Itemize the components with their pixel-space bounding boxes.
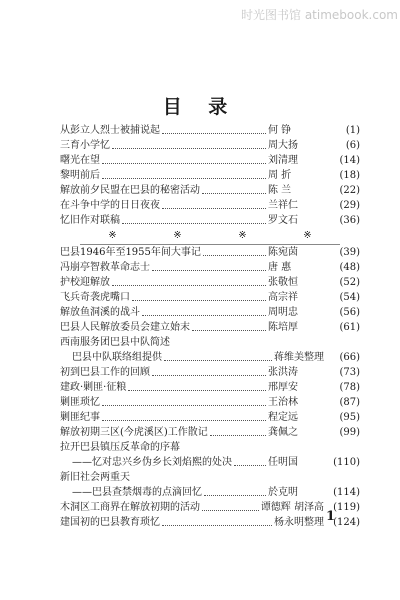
- toc-entry-author: 张敬恒: [268, 277, 298, 288]
- toc-entry: [60, 395, 360, 410]
- toc-entry-author: 何 铮: [268, 125, 292, 136]
- toc-leader-dots: [202, 192, 266, 194]
- separator-mark: ※: [238, 230, 247, 241]
- toc-entry-title: 解放鱼洞溪的战斗: [60, 307, 140, 318]
- toc-entry-author: 程定远: [268, 412, 298, 423]
- toc-entry: [60, 515, 360, 530]
- toc-entry: [60, 335, 360, 350]
- toc-entry-author: 於克明: [268, 487, 298, 498]
- toc-entry-title: 巴县人民解放委员会建立始末: [60, 322, 190, 333]
- toc-entry-page: (73): [339, 367, 360, 378]
- toc-leader-dots: [102, 419, 266, 421]
- page-number: 1: [326, 509, 336, 524]
- toc-entry: [60, 410, 360, 425]
- toc-entry-author: 周大扬: [268, 140, 298, 151]
- table-of-contents: [60, 123, 360, 530]
- toc-leader-dots: [162, 132, 266, 134]
- toc-leader-dots: [204, 494, 266, 496]
- toc-entry-title: 从彭立人烈士被捕说起: [60, 125, 160, 136]
- toc-entry: [60, 455, 360, 470]
- toc-entry-title: 巴县1946年至1955年间大事记: [60, 247, 201, 258]
- toc-leader-dots: [102, 404, 266, 406]
- toc-entry-author: 任明国: [268, 457, 298, 468]
- toc-entry-page: (14): [339, 155, 360, 166]
- toc-entry-title: 曙光在望: [60, 155, 100, 166]
- toc-leader-dots: [152, 269, 266, 271]
- toc-entry-author: 唐 惠: [268, 262, 292, 273]
- toc-entry-title: 冯崩亭智救革命志士: [60, 262, 150, 273]
- toc-entry-author: 周 折: [268, 170, 292, 181]
- toc-entry: [60, 245, 360, 260]
- toc-entry-page: (56): [339, 307, 360, 318]
- separator-mark: ※: [173, 230, 182, 241]
- toc-entry: [60, 198, 360, 213]
- toc-entry-author: 张洪涛: [268, 367, 298, 378]
- toc-entry-author: 高宗祥: [268, 292, 298, 303]
- toc-entry-author: 陈宛茵: [268, 247, 298, 258]
- toc-entry-title: 建国初的巴县教育琐忆: [60, 517, 160, 528]
- toc-leader-dots: [152, 374, 266, 376]
- toc-entry: [60, 320, 360, 335]
- toc-entry-author: 杨永明整理: [274, 517, 324, 528]
- toc-leader-dots: [162, 524, 272, 526]
- toc-entry-author: 周明忠: [268, 307, 298, 318]
- toc-entry-title: 解放初期三区(今虎溪区)工作散记: [60, 427, 208, 438]
- toc-entry-page: (61): [339, 322, 360, 333]
- toc-section-2: [60, 245, 360, 530]
- toc-entry-title: 木洞区工商界在解放初期的活动: [60, 502, 200, 513]
- toc-entry-title: 三育小学忆: [60, 140, 110, 151]
- toc-entry-title: 巴县中队联络组提供: [72, 352, 162, 363]
- toc-entry-author: 邢厚安: [268, 382, 298, 393]
- toc-entry-author: 王治林: [268, 397, 298, 408]
- page-title: 目 录: [162, 96, 238, 118]
- toc-entry-title: 在斗争中学的日日夜夜: [60, 200, 160, 211]
- toc-entry: [60, 440, 360, 455]
- toc-entry-title: 忆旧作对联稿: [60, 215, 120, 226]
- toc-entry-page: (119): [333, 502, 360, 513]
- toc-entry-author: 兰祥仁: [268, 200, 298, 211]
- toc-entry-page: (78): [339, 382, 360, 393]
- toc-leader-dots: [142, 314, 266, 316]
- toc-entry-page: (54): [339, 292, 360, 303]
- toc-entry: [60, 168, 360, 183]
- toc-entry: [60, 183, 360, 198]
- toc-entry-page: (110): [333, 457, 360, 468]
- toc-entry-author: 罗文石: [268, 215, 298, 226]
- toc-leader-dots: [234, 464, 266, 466]
- toc-entry-title: 建政·剿匪·征粮: [60, 382, 127, 393]
- toc-entry: [60, 380, 360, 395]
- toc-entry-page: (29): [339, 200, 360, 211]
- toc-leader-dots: [210, 434, 266, 436]
- toc-entry-title: 解放前夕民盟在巴县的秘密活动: [60, 185, 200, 196]
- toc-entry-page: (39): [339, 247, 360, 258]
- toc-leader-dots: [102, 177, 266, 179]
- toc-entry: [60, 350, 360, 365]
- toc-entry-page: (114): [333, 487, 360, 498]
- toc-entry-page: (124): [333, 517, 360, 528]
- toc-leader-dots: [128, 389, 266, 391]
- toc-entry-page: (66): [339, 352, 360, 363]
- toc-entry-page: (52): [339, 277, 360, 288]
- toc-entry-page: (99): [339, 427, 360, 438]
- toc-entry-title: 剿匪纪事: [60, 412, 100, 423]
- toc-entry: [60, 305, 360, 320]
- toc-entry: [60, 153, 360, 168]
- toc-entry-page: (87): [339, 397, 360, 408]
- toc-entry: [60, 365, 360, 380]
- toc-leader-dots: [122, 222, 266, 224]
- toc-entry: [60, 213, 360, 228]
- toc-leader-dots: [112, 147, 266, 149]
- toc-entry-author: 蒋维美整理: [274, 352, 324, 363]
- toc-entry-page: (95): [339, 412, 360, 423]
- toc-entry-title: 护校迎解放: [60, 277, 110, 288]
- toc-leader-dots: [202, 509, 259, 511]
- toc-section-1: [60, 123, 360, 228]
- toc-entry-page: (36): [339, 215, 360, 226]
- watermark-text: 时光图书馆 atimebook.com: [241, 8, 398, 22]
- toc-entry-page: (48): [339, 262, 360, 273]
- toc-entry: [60, 470, 360, 485]
- toc-entry-title: 新旧社会两重天: [60, 472, 130, 483]
- toc-entry-title: 黎明前后: [60, 170, 100, 181]
- toc-leader-dots: [192, 329, 266, 331]
- toc-entry-title: 飞兵奇袭虎嘴口: [60, 292, 130, 303]
- separator-mark: ※: [303, 230, 312, 241]
- toc-leader-dots: [203, 254, 266, 256]
- toc-entry: [60, 425, 360, 440]
- toc-entry: [60, 138, 360, 153]
- toc-entry-page: (18): [339, 170, 360, 181]
- toc-entry: [60, 260, 360, 275]
- toc-entry-author: 谭德辉 胡泽高: [260, 502, 324, 513]
- toc-entry: [60, 500, 360, 515]
- toc-leader-dots: [132, 299, 266, 301]
- toc-entry-title: ——巴县查禁烟毒的点滴回忆: [72, 487, 202, 498]
- toc-entry: [60, 275, 360, 290]
- section-separator: [80, 228, 340, 245]
- toc-entry-title: 初到巴县工作的回顾: [60, 367, 150, 378]
- toc-entry-page: (6): [345, 140, 360, 151]
- toc-entry-page: (22): [339, 185, 360, 196]
- toc-entry-title: 西南服务团巴县中队简述: [60, 337, 170, 348]
- separator-mark: ※: [108, 230, 117, 241]
- toc-entry-author: 陈培厚: [268, 322, 298, 333]
- toc-entry-page: (1): [345, 125, 360, 136]
- toc-entry-title: 拉开巴县镇压反革命的序幕: [60, 442, 180, 453]
- toc-entry: [60, 485, 360, 500]
- toc-leader-dots: [162, 207, 266, 209]
- toc-entry: [60, 123, 360, 138]
- toc-leader-dots: [112, 284, 266, 286]
- toc-leader-dots: [164, 359, 272, 361]
- toc-entry-title: ——忆对忠兴乡伪乡长刘焰熙的处决: [72, 457, 232, 468]
- toc-entry-author: 龚佩之: [268, 427, 298, 438]
- toc-entry: [60, 290, 360, 305]
- toc-entry-author: 刘清理: [268, 155, 298, 166]
- toc-entry-title: 剿匪琐忆: [60, 397, 100, 408]
- toc-leader-dots: [102, 162, 266, 164]
- toc-entry-author: 陈 兰: [268, 185, 292, 196]
